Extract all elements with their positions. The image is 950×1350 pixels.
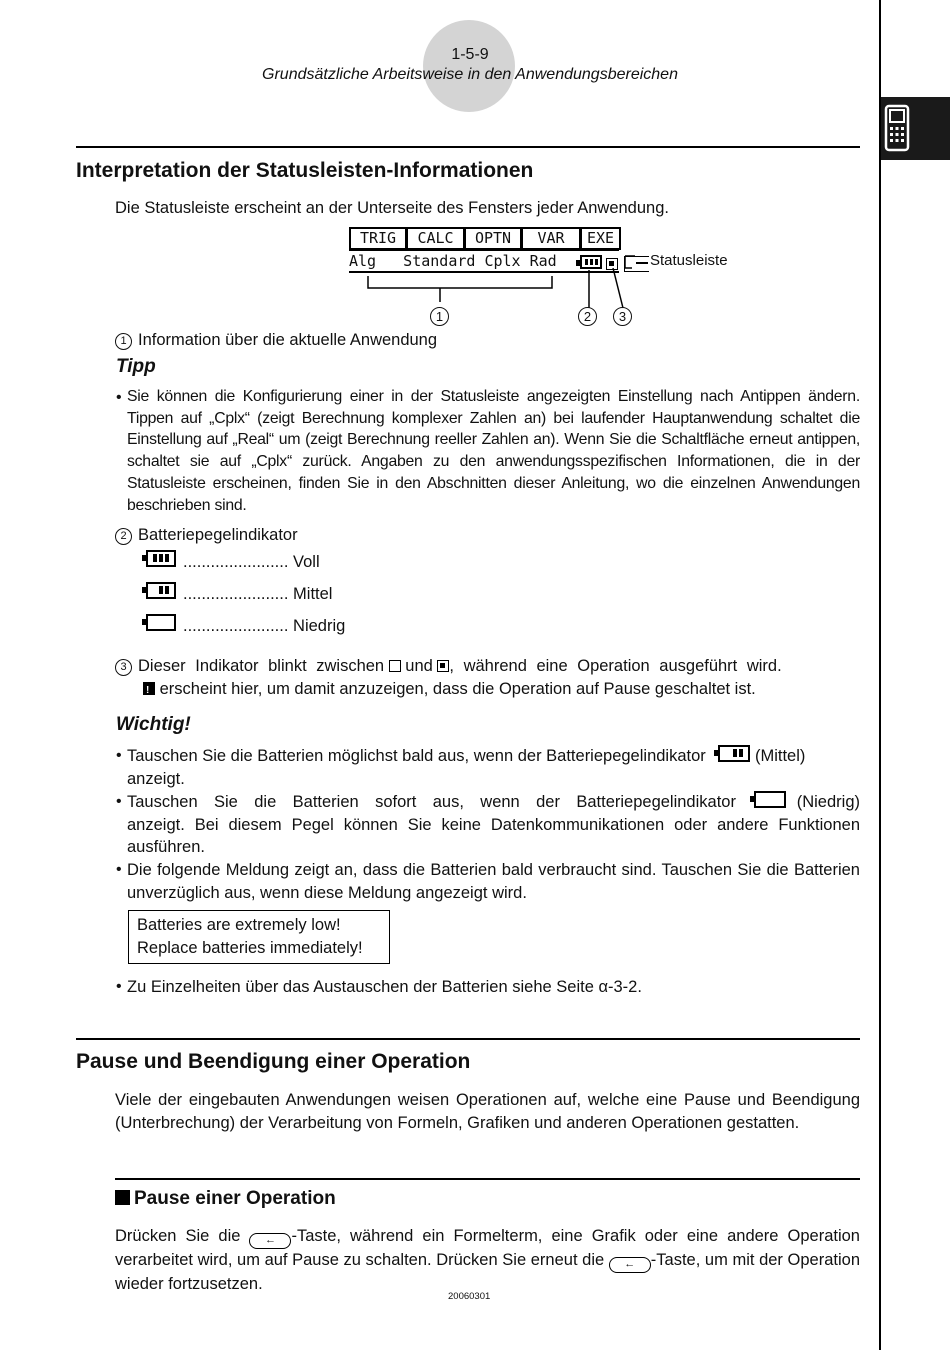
item-2: 2 Batteriepegelindikator (115, 524, 298, 547)
callout-2: 2 (578, 307, 603, 327)
subsection-heading: Pause einer Operation (115, 1188, 336, 1210)
important-4: Zu Einzelheiten über das Austauschen der Batterien siehe Seite α-3-2. (127, 978, 642, 996)
square-bullet-icon (115, 1190, 130, 1205)
calculator-icon (881, 97, 950, 160)
battery-full-row: ....................... Voll (183, 553, 320, 571)
page-subtitle: Grundsätzliche Arbeitsweise in den Anwendungsbereichen (262, 66, 678, 83)
empty-square-icon (389, 660, 401, 672)
battery-low-icon (754, 791, 786, 808)
battery-low-row: ....................... Niedrig (183, 617, 346, 635)
battery-low-icon (146, 614, 176, 631)
section-title: Interpretation der Statusleisten-Informationen (76, 159, 534, 182)
section-title: Pause und Beendigung einer Operation (76, 1050, 471, 1073)
battery-full-icon (146, 550, 176, 567)
page-number: 1-5-9 (451, 46, 489, 63)
section-intro: Viele der eingebauten Anwendungen weisen Operationen auf, welche eine Pause und Beendigung (Unterbrechung) der Verarbeitung von Formeln, Grafiken und anderen Operationen gestatten. (115, 1091, 860, 1132)
subsection-body: Drücken Sie die ← -Taste, während ein Formelterm, eine Grafik oder eine andere Operation verarbeitet wird, um auf Pause zu schalten. Drücken Sie erneut die ← -Taste, um mit der Operation wieder fortzusetzen. (115, 1227, 861, 1293)
softkey-trig: TRIG (349, 227, 407, 250)
tip-heading: Tipp (116, 356, 156, 377)
clear-key-icon: ← (249, 1233, 291, 1249)
status-bar-label: Statusleiste (650, 252, 728, 269)
callout-3: 3 (613, 307, 638, 327)
battery-medium-icon (146, 582, 176, 599)
tip-text: Sie können die Konfigurierung einer in der Statusleiste angezeigten Einstellung nach Antippen ändern. Tippen auf „Cplx“ (zeigt Berechnung komplexer Zahlen an) bei laufender Hauptanwendung schaltet die Einstellung auf „Real“ um (zeigt Berechnung reeller Zahlen an). Wenn Sie die Schaltfläche erneut antippen, schaltet sie auf „Cplx“ zurück. Angaben zu den anwendungsspezifischen Informationen, die in der Statusleiste erscheinen, finden Sie in den Abschnitten dieser Anleitung, wo die einzelnen Anwendungen beschrieben sind. (127, 388, 860, 514)
footer-code: 20060301 (448, 1291, 491, 1302)
status-text: Alg Standard Cplx Rad (349, 252, 557, 270)
softkey-calc: CALC (406, 227, 465, 250)
battery-medium-row: ....................... Mittel (183, 585, 333, 603)
margin-line (879, 0, 881, 1350)
section-rule (76, 1038, 860, 1040)
item-3: 3 Dieser Indikator blinkt zwischen und , während eine Operation ausgeführt wird. (115, 655, 860, 678)
battery-warning-message: Batteries are extremely low! Replace batteries immediately! (128, 910, 390, 964)
important-1: Tauschen Sie die Batterien möglichst bald aus, wenn der Batteriepegelindikator (Mittel) anzeigt. (127, 747, 806, 788)
section-rule (76, 146, 860, 148)
chapter-tab (881, 97, 950, 160)
filled-square-icon (437, 660, 449, 672)
pause-indicator-icon (143, 682, 155, 695)
softkey-exe: EXE (580, 227, 621, 250)
item-1: 1 Information über die aktuelle Anwendung (115, 329, 437, 352)
item-3-continued: ! erscheint hier, um damit anzuzeigen, dass die Operation auf Pause geschaltet ist. (143, 678, 860, 701)
callout-1: 1 (430, 307, 455, 327)
important-3: Die folgende Meldung zeigt an, dass die Batterien bald verbraucht sind. Tauschen Sie die Batterien unverzüglich aus, wenn diese Meldung angezeigt wird. (127, 861, 860, 902)
subsection-rule (115, 1178, 860, 1180)
important-heading: Wichtig! (116, 714, 191, 735)
battery-medium-icon (718, 745, 750, 762)
softkey-optn: OPTN (464, 227, 522, 250)
important-2: Tauschen Sie die Batterien sofort aus, wenn der Batteriepegelindikator (Niedrig) anzeigt. Bei diesem Pegel können Sie keine Datenkommunikationen oder andere Funktionen ausführen. (127, 793, 860, 856)
section-intro: Die Statusleiste erscheint an der Unterseite des Fensters jeder Anwendung. (115, 199, 669, 217)
softkey-var: VAR (521, 227, 581, 250)
clear-key-icon: ← (609, 1257, 651, 1273)
